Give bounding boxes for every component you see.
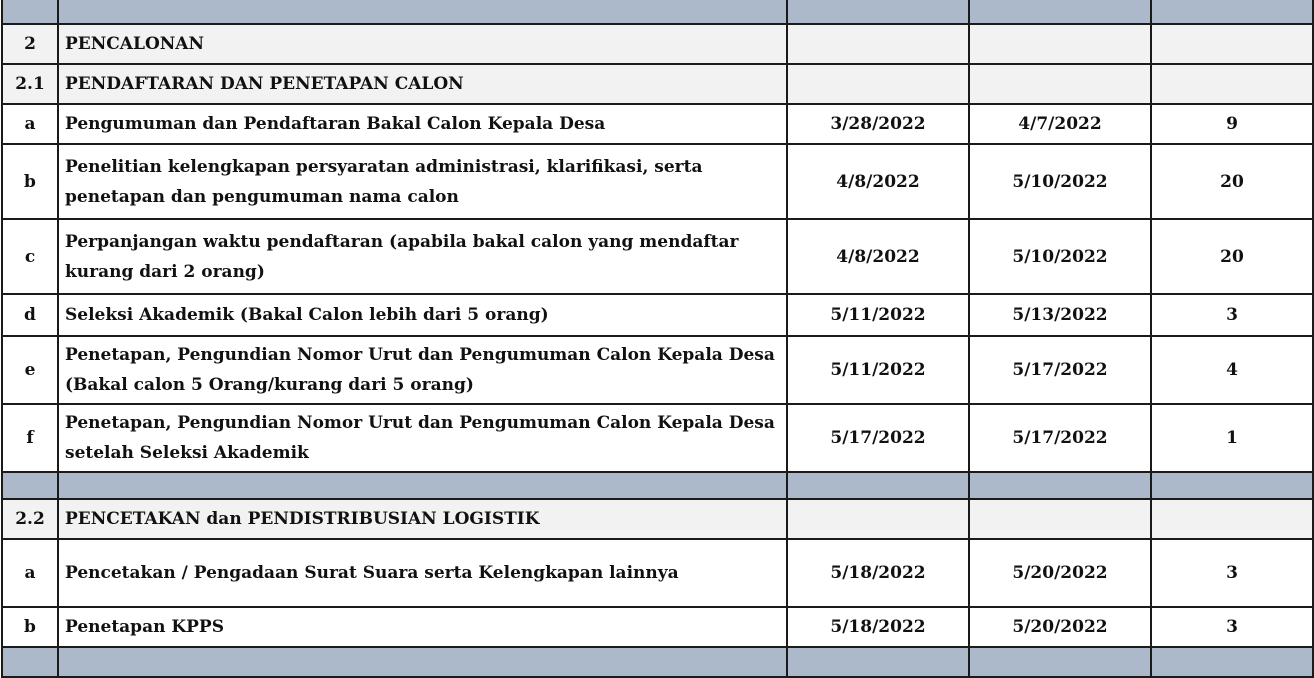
duration-days: 3 — [1151, 539, 1313, 607]
duration-days: 3 — [1151, 607, 1313, 647]
subsection-row — [2, 499, 1313, 539]
section-number: 2 — [2, 24, 58, 64]
separator-cell — [1151, 647, 1313, 677]
activity-text: Pencetakan / Pengadaan Surat Suara serta Kelengkapan lainnya — [58, 539, 787, 607]
table-row — [2, 219, 1313, 294]
duration-days: 20 — [1151, 219, 1313, 294]
subsection-title: PENDAFTARAN DAN PENETAPAN CALON — [58, 64, 787, 104]
empty-cell — [969, 499, 1151, 539]
separator-row — [2, 0, 1313, 24]
table-row — [2, 607, 1313, 647]
separator-cell — [787, 472, 969, 499]
end-date: 5/13/2022 — [969, 294, 1151, 336]
separator-cell — [1151, 0, 1313, 24]
duration-days: 9 — [1151, 104, 1313, 144]
empty-cell — [969, 24, 1151, 64]
table-row — [2, 144, 1313, 219]
start-date: 5/18/2022 — [787, 539, 969, 607]
separator-cell — [969, 472, 1151, 499]
start-date: 3/28/2022 — [787, 104, 969, 144]
separator-cell — [969, 647, 1151, 677]
end-date: 5/10/2022 — [969, 219, 1151, 294]
separator-row — [2, 472, 1313, 499]
activity-text: Pengumuman dan Pendaftaran Bakal Calon Kepala Desa — [58, 104, 787, 144]
duration-days: 1 — [1151, 404, 1313, 472]
separator-cell — [2, 647, 58, 677]
duration-days: 3 — [1151, 294, 1313, 336]
empty-cell — [1151, 499, 1313, 539]
separator-cell — [787, 647, 969, 677]
item-letter: e — [2, 336, 58, 404]
item-letter: f — [2, 404, 58, 472]
empty-cell — [1151, 64, 1313, 104]
separator-cell — [2, 472, 58, 499]
activity-text: Penetapan KPPS — [58, 607, 787, 647]
subsection-number: 2.2 — [2, 499, 58, 539]
item-letter: a — [2, 539, 58, 607]
separator-cell — [1151, 472, 1313, 499]
end-date: 5/10/2022 — [969, 144, 1151, 219]
item-letter: d — [2, 294, 58, 336]
subsection-title: PENCETAKAN dan PENDISTRIBUSIAN LOGISTIK — [58, 499, 787, 539]
empty-cell — [1151, 24, 1313, 64]
start-date: 5/18/2022 — [787, 607, 969, 647]
subsection-row — [2, 64, 1313, 104]
separator-cell — [58, 472, 787, 499]
end-date: 5/17/2022 — [969, 336, 1151, 404]
duration-days: 20 — [1151, 144, 1313, 219]
separator-row — [2, 647, 1313, 677]
separator-cell — [58, 647, 787, 677]
table-row — [2, 336, 1313, 404]
activity-text: Penetapan, Pengundian Nomor Urut dan Pengumuman Calon Kepala Desa setelah Seleksi Akademik — [58, 404, 787, 472]
table-row — [2, 294, 1313, 336]
item-letter: a — [2, 104, 58, 144]
item-letter: b — [2, 144, 58, 219]
end-date: 5/20/2022 — [969, 607, 1151, 647]
empty-cell — [787, 499, 969, 539]
start-date: 5/17/2022 — [787, 404, 969, 472]
table-row — [2, 104, 1313, 144]
separator-cell — [787, 0, 969, 24]
separator-cell — [58, 0, 787, 24]
separator-cell — [969, 0, 1151, 24]
start-date: 4/8/2022 — [787, 144, 969, 219]
start-date: 5/11/2022 — [787, 336, 969, 404]
subsection-number: 2.1 — [2, 64, 58, 104]
item-letter: c — [2, 219, 58, 294]
empty-cell — [787, 24, 969, 64]
section-title: PENCALONAN — [58, 24, 787, 64]
end-date: 4/7/2022 — [969, 104, 1151, 144]
empty-cell — [787, 64, 969, 104]
start-date: 4/8/2022 — [787, 219, 969, 294]
activity-text: Perpanjangan waktu pendaftaran (apabila bakal calon yang mendaftar kurang dari 2 orang) — [58, 219, 787, 294]
start-date: 5/11/2022 — [787, 294, 969, 336]
end-date: 5/17/2022 — [969, 404, 1151, 472]
separator-cell — [2, 0, 58, 24]
item-letter: b — [2, 607, 58, 647]
table-row — [2, 539, 1313, 607]
empty-cell — [969, 64, 1151, 104]
end-date: 5/20/2022 — [969, 539, 1151, 607]
activity-text: Penelitian kelengkapan persyaratan administrasi, klarifikasi, serta penetapan dan pengumuman nama calon — [58, 144, 787, 219]
activity-text: Penetapan, Pengundian Nomor Urut dan Pengumuman Calon Kepala Desa (Bakal calon 5 Orang/kurang dari 5 orang) — [58, 336, 787, 404]
activity-text: Seleksi Akademik (Bakal Calon lebih dari 5 orang) — [58, 294, 787, 336]
schedule-table — [1, 0, 1314, 678]
table-row — [2, 404, 1313, 472]
section-row — [2, 24, 1313, 64]
duration-days: 4 — [1151, 336, 1313, 404]
